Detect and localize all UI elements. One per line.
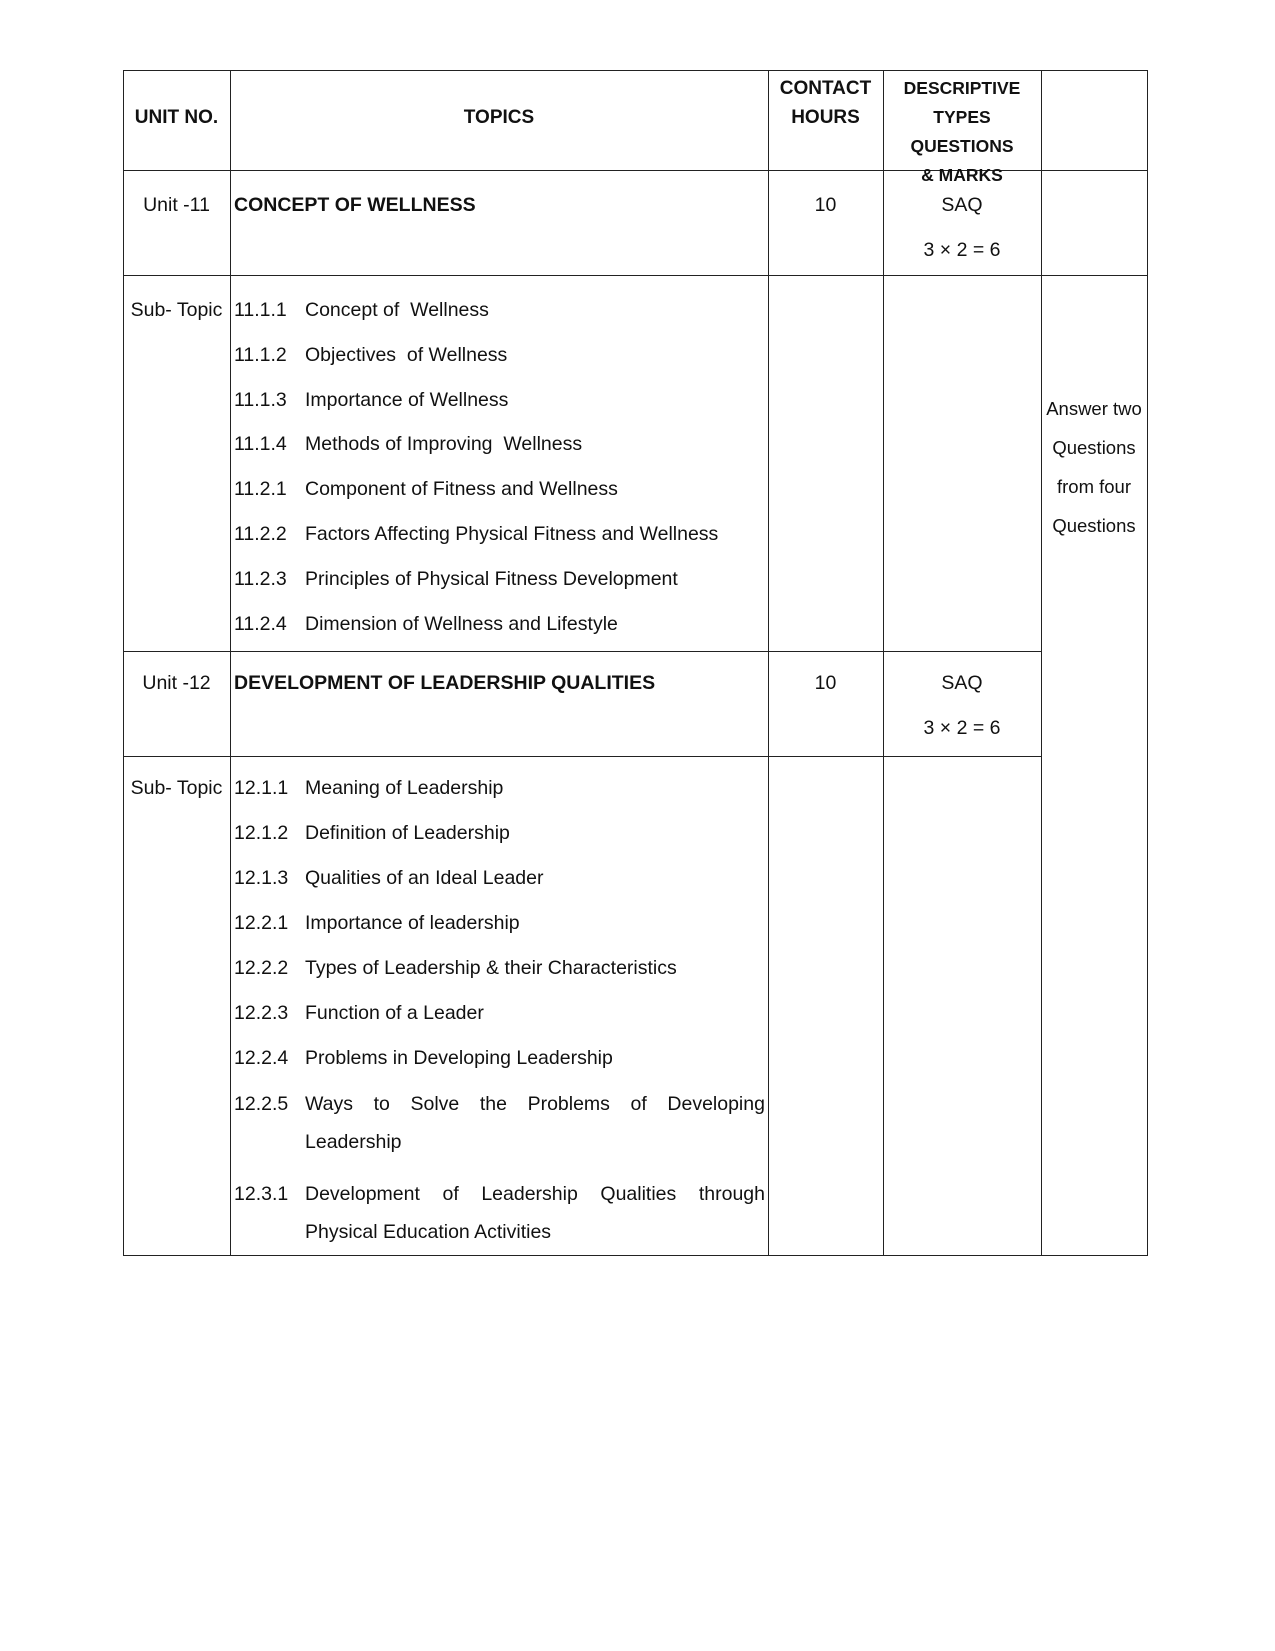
col-divider-marks — [1041, 70, 1042, 1255]
header-contact-hours — [768, 74, 883, 132]
subtopic-number: 12.2.2 — [234, 957, 289, 979]
unit-11-hours: 10 — [814, 194, 837, 216]
subtopic-title-continued: Leadership — [305, 1131, 402, 1153]
list-item — [0, 1093, 768, 1173]
subtopic-title: Meaning of Leadership — [305, 777, 504, 799]
instruction-line1: Answer two — [1046, 398, 1142, 419]
header-contact-line2: HOURS — [791, 107, 860, 128]
instruction-line2: Questions — [1052, 437, 1136, 458]
list-item — [0, 1183, 768, 1263]
table-border-top — [123, 70, 1148, 71]
header-descriptive-line3: & MARKS — [921, 165, 1003, 185]
subtopic-number: 12.2.1 — [234, 912, 289, 934]
subtopic-title: Qualities of an Ideal Leader — [305, 867, 544, 889]
answer-instruction — [1041, 389, 1147, 545]
instruction-line4: Questions — [1052, 515, 1136, 536]
subtopic-title: Importance of Wellness — [305, 389, 509, 411]
subtopic-word: of — [630, 1093, 647, 1115]
subtopic-word: to — [373, 1093, 390, 1115]
header-descriptive-line1: DESCRIPTIVE — [903, 78, 1021, 98]
header-descriptive-line2: TYPES QUESTIONS — [910, 107, 1014, 156]
subtopic-word: Leadership — [481, 1183, 578, 1205]
subtopic-number: 12.3.1 — [234, 1183, 289, 1205]
subtopic-number: 11.2.2 — [234, 523, 287, 545]
header-descriptive — [883, 74, 1041, 190]
subtopic-number: 11.2.4 — [234, 613, 287, 635]
unit-12-marks: 3 × 2 = 6 — [923, 717, 1001, 739]
subtopic-title: Definition of Leadership — [305, 822, 510, 844]
header-unit-no: UNIT NO. — [134, 107, 219, 128]
subtopic-word: Development — [305, 1183, 420, 1205]
subtopic-word: the — [479, 1093, 507, 1115]
instruction-line3: from four — [1056, 476, 1132, 497]
subtopic-title: Factors Affecting Physical Fitness and Wellness — [305, 523, 719, 545]
subtopic-word: Developing — [667, 1093, 765, 1115]
unit11-divider — [123, 275, 1148, 276]
subtopic-word: Solve — [410, 1093, 460, 1115]
unit-11-subtopic-label: Sub- Topic — [130, 299, 223, 321]
col-divider-topics — [768, 70, 769, 1255]
subtopic-title: Function of a Leader — [305, 1002, 484, 1024]
subtopic-number: 12.1.2 — [234, 822, 289, 844]
subtopic-word: Problems — [527, 1093, 610, 1115]
subtopic-number: 12.2.5 — [234, 1093, 289, 1115]
subtopic-word: of — [442, 1183, 459, 1205]
unit-11-question-type: SAQ — [941, 194, 983, 216]
table-border-left — [123, 70, 124, 1255]
subtopic11-divider — [123, 651, 1041, 652]
subtopic-number: 12.1.1 — [234, 777, 289, 799]
subtopic-word: Qualities — [600, 1183, 677, 1205]
subtopic-number: 12.1.3 — [234, 867, 289, 889]
subtopic-title: Importance of leadership — [305, 912, 520, 934]
header-contact-line1: CONTACT — [779, 78, 872, 99]
subtopic-title — [305, 1093, 765, 1116]
unit-12-subtopic-label: Sub- Topic — [130, 777, 223, 799]
subtopic-title: Component of Fitness and Wellness — [305, 478, 618, 500]
subtopic-number: 11.1.1 — [234, 299, 287, 321]
subtopic-title: Principles of Physical Fitness Development — [305, 568, 678, 590]
subtopic-title — [305, 1183, 765, 1206]
unit-11-title: CONCEPT OF WELLNESS — [234, 194, 476, 216]
subtopic-title-continued: Physical Education Activities — [305, 1221, 552, 1243]
subtopic-number: 11.1.4 — [234, 433, 287, 455]
subtopic-word: Ways — [305, 1093, 354, 1115]
unit-12-title: DEVELOPMENT OF LEADERSHIP QUALITIES — [234, 672, 656, 694]
subtopic-number: 11.1.2 — [234, 344, 287, 366]
col-divider-unit — [230, 70, 231, 1255]
subtopic-number: 11.2.1 — [234, 478, 287, 500]
unit-12-question-type: SAQ — [941, 672, 983, 694]
subtopic-title: Problems in Developing Leadership — [305, 1047, 613, 1069]
table-border-right — [1147, 70, 1148, 1255]
unit-11-label: Unit -11 — [143, 194, 210, 216]
subtopic-title: Types of Leadership & their Characteristics — [305, 957, 677, 979]
unit-12-hours: 10 — [814, 672, 837, 694]
subtopic-title: Methods of Improving Wellness — [305, 433, 583, 455]
unit-11-marks: 3 × 2 = 6 — [923, 239, 1001, 261]
subtopic-title: Dimension of Wellness and Lifestyle — [305, 613, 618, 635]
subtopic-number: 12.2.3 — [234, 1002, 289, 1024]
subtopic-word: through — [698, 1183, 765, 1205]
subtopic-title: Objectives of Wellness — [305, 344, 508, 366]
subtopic-number: 11.2.3 — [234, 568, 287, 590]
header-topics: TOPICS — [463, 107, 535, 128]
subtopic-title: Concept of Wellness — [305, 299, 489, 321]
unit12-divider — [123, 756, 1041, 757]
unit-12-label: Unit -12 — [142, 672, 211, 694]
subtopic-number: 11.1.3 — [234, 389, 287, 411]
subtopic-number: 12.2.4 — [234, 1047, 289, 1069]
